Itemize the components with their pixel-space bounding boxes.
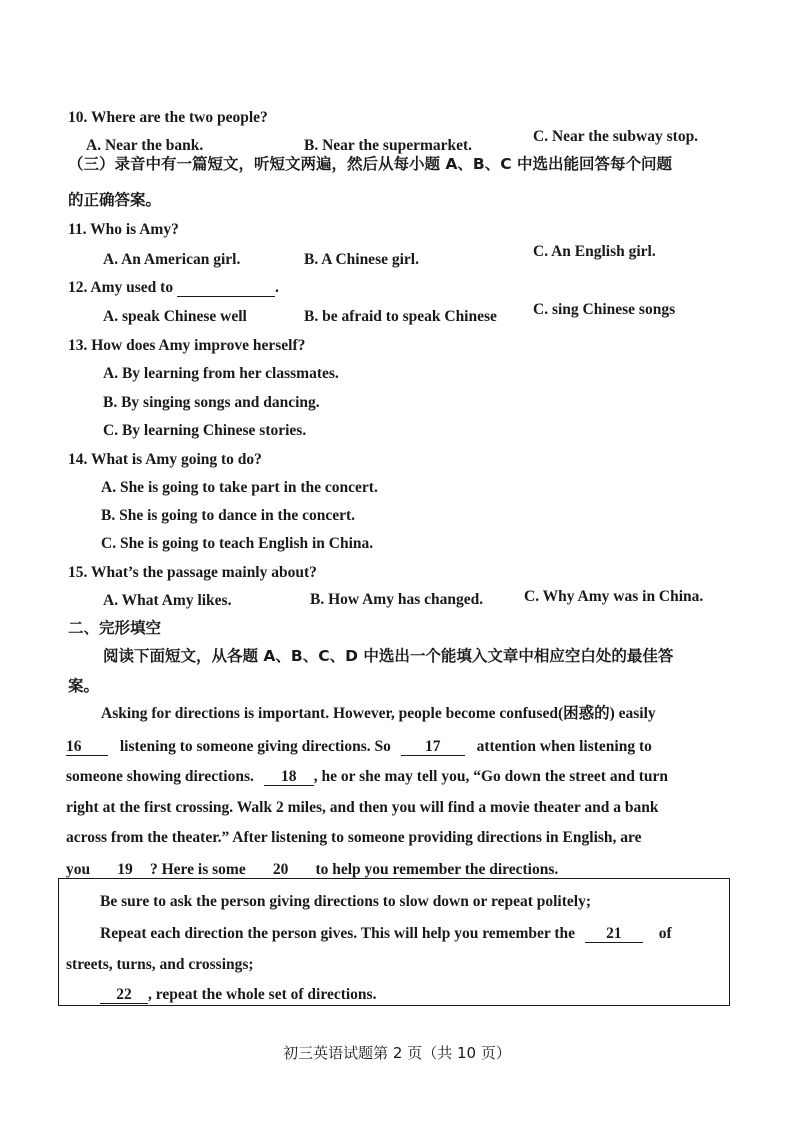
question-11-stem: 11. Who is Amy? [68, 221, 179, 238]
section-2-instruction-line-1: 阅读下面短文，从各题 A、B、C、D 中选出一个能填入文章中相应空白处的最佳答 [103, 647, 674, 665]
question-14-option-c: C. She is going to teach English in China. [101, 535, 374, 552]
question-13-stem: 13. How does Amy improve herself? [68, 337, 306, 354]
question-12-option-a: A. speak Chinese well [103, 308, 247, 325]
passage-line-3-start: someone showing directions. [66, 768, 254, 785]
tips-line-4 [100, 985, 376, 1005]
tips-line-3: streets, turns, and crossings; [66, 956, 254, 973]
tips-line-2-start: Repeat each direction the person gives. This will help you remember the [100, 925, 576, 942]
passage-line-4: right at the first crossing. Walk 2 miles, and then you will find a movie theater and a bank [66, 799, 659, 816]
question-11-option-b: B. A Chinese girl. [304, 251, 419, 268]
blank-21: 21 [585, 925, 643, 943]
question-13-option-a: A. By learning from her classmates. [103, 365, 339, 382]
question-12-option-b: B. be afraid to speak Chinese [304, 308, 497, 325]
blank-16: 16 [66, 738, 108, 756]
section-2-instruction-line-2: 案。 [68, 677, 100, 695]
question-14-option-b: B. She is going to dance in the concert. [101, 507, 356, 524]
passage-line-6-start: you [66, 861, 91, 878]
passage-line-6 [66, 860, 558, 880]
page-footer: 初三英语试题第 2 页（共 10 页） [283, 1044, 511, 1062]
blank-17: 17 [401, 738, 465, 756]
tips-line-4-end: , repeat the whole set of directions. [148, 986, 377, 1003]
question-12-stem-suffix: . [274, 279, 279, 296]
passage-line-3 [66, 767, 668, 787]
tips-line-1: Be sure to ask the person giving directions to slow down or repeat politely; [100, 893, 591, 910]
section-3-instruction-line-2: 的正确答案。 [68, 191, 162, 209]
passage-line-1: Asking for directions is important. However, people become confused(困惑的) easily [101, 705, 656, 722]
passage-line-6-middle: ? Here is some [150, 861, 246, 878]
question-15-option-c: C. Why Amy was in China. [524, 588, 704, 605]
question-12-option-c: C. sing Chinese songs [533, 301, 676, 318]
question-12-stem-prefix: 12. Amy used to [68, 279, 174, 296]
question-13-option-c: C. By learning Chinese stories. [103, 422, 307, 439]
question-10-option-c: C. Near the subway stop. [533, 128, 699, 145]
question-14-stem: 14. What is Amy going to do? [68, 451, 262, 468]
question-10-stem: 10. Where are the two people? [68, 109, 268, 126]
passage-line-2-end: attention when listening to [476, 738, 652, 755]
question-14-option-a: A. She is going to take part in the concert. [101, 479, 378, 496]
question-12-blank [177, 279, 275, 297]
passage-line-2 [66, 737, 726, 757]
question-15-option-a: A. What Amy likes. [103, 592, 232, 609]
passage-line-2-middle: listening to someone giving directions. So [119, 738, 391, 755]
question-12-stem [68, 278, 279, 298]
question-15-stem: 15. What’s the passage mainly about? [68, 564, 317, 581]
question-11-option-a: A. An American girl. [103, 251, 241, 268]
section-3-instruction-line-1: （三）录音中有一篇短文，听短文两遍，然后从每小题 A、B、C 中选出能回答每个问题 [68, 155, 672, 173]
question-10-option-b: B. Near the supermarket. [304, 137, 473, 154]
section-2-heading: 二、完形填空 [68, 619, 162, 637]
question-10-option-a: A. Near the bank. [86, 137, 204, 154]
passage-line-3-end: , he or she may tell you, “Go down the street and turn [313, 768, 668, 785]
blank-20: 20 [256, 861, 306, 879]
tips-line-2 [100, 924, 672, 944]
blank-18: 18 [264, 768, 314, 786]
passage-line-5: across from the theater.” After listening to someone providing directions in English, are [66, 829, 642, 846]
tips-line-2-end: of [658, 925, 672, 942]
question-11-option-c: C. An English girl. [533, 243, 656, 260]
passage-line-6-end: to help you remember the directions. [315, 861, 559, 878]
blank-22: 22 [100, 986, 148, 1004]
question-13-option-b: B. By singing songs and dancing. [103, 394, 320, 411]
question-15-option-b: B. How Amy has changed. [310, 591, 484, 608]
blank-19: 19 [100, 861, 150, 879]
